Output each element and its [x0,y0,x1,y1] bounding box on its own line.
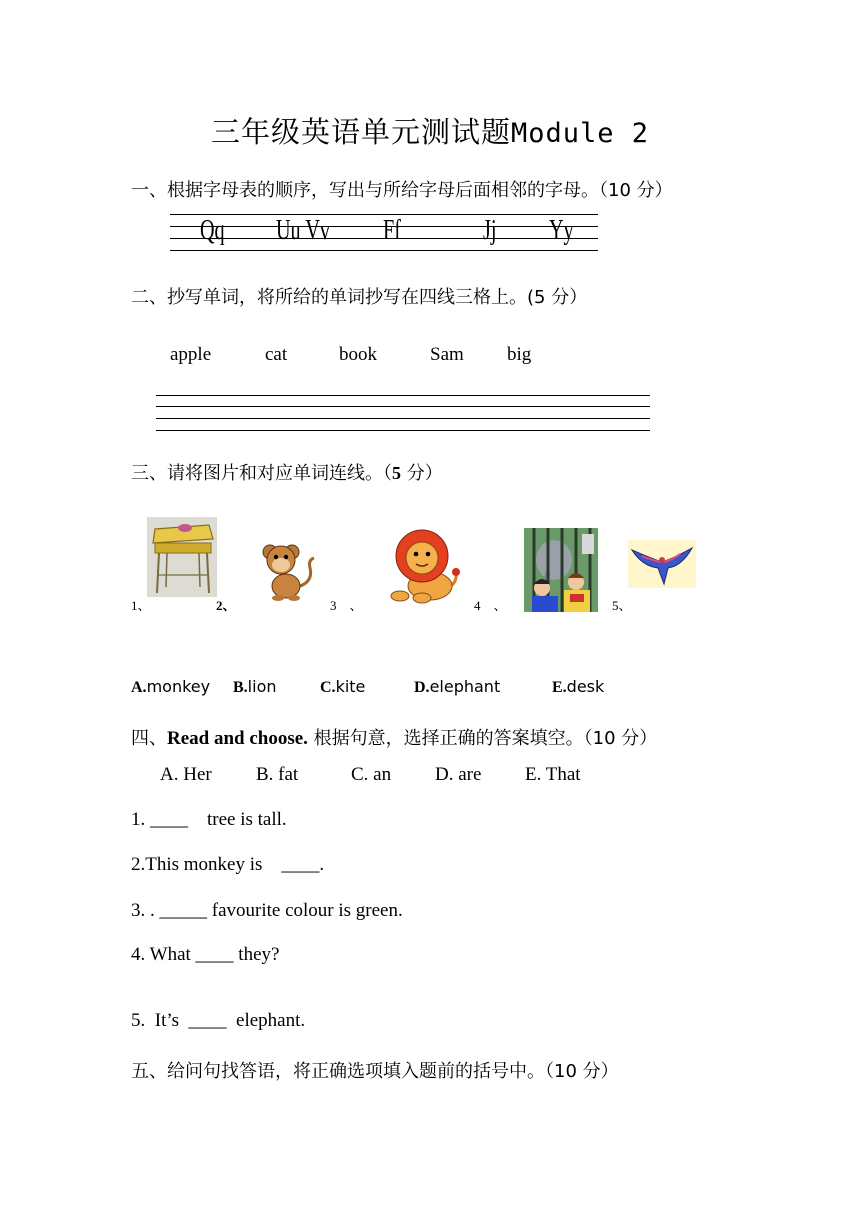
section2-word-list [0,344,860,370]
title-cn: 三年级英语单元测试题 [210,115,511,149]
section1-heading: 一、根据字母表的顺序，写出与所给字母后面相邻的字母。（10 分） [131,180,673,201]
choice-e: E. That [525,764,581,785]
word-apple: apple [170,344,212,365]
option-c-word: kite [335,677,366,696]
option-d-word: elephant [429,677,501,696]
elephant-zoo-picture [524,528,598,612]
choice-a: A. Her [160,764,212,785]
option-a-word: monkey [146,677,211,696]
option-d [414,677,500,697]
option-a-letter: A. [131,679,147,696]
title-en: Module 2 [510,118,650,149]
picture-number-2: 2、 [216,598,236,613]
word-big: big [507,344,532,365]
section1-letter-3: Ff [383,215,401,246]
section2-writing-grid [156,395,650,433]
section1-letter-1: Qq [200,215,225,246]
section3-heading [131,459,443,485]
section4-heading-prefix: 四、 [131,728,167,749]
question-1: 1. ____ tree is tall. [131,809,287,830]
kite-picture [628,540,696,588]
section2-heading: 二、抄写单词，将所给的单词抄写在四线三格上。(5 分） [131,287,588,308]
choice-d: D. are [435,764,482,785]
choice-c: C. an [351,764,392,785]
monkey-picture [248,538,320,602]
picture-number-5: 5、 [612,598,632,613]
section4-heading [131,724,657,750]
option-d-letter: D. [414,679,430,696]
option-c [320,677,365,697]
section3-heading-end: 分） [401,463,443,484]
section1-letter-2: Uu Vv [276,215,330,246]
section3-heading-score: 5 [392,463,401,483]
option-e-word: desk [566,677,605,696]
question-4: 4. What ____ they? [131,944,280,965]
section3-heading-cn: 三、请将图片和对应单词连线。（ [131,463,392,484]
page-title [0,110,860,151]
picture-number-1: 1、 [131,598,151,613]
section4-heading-en: Read and choose. [167,728,308,749]
picture-number-3: 3 、 [330,598,363,613]
desk-picture [147,517,217,597]
option-e [552,677,604,697]
section4-choices [0,764,860,790]
word-book: book [339,344,377,365]
question-2: 2.This monkey is ____. [131,854,325,875]
word-sam: Sam [430,344,464,365]
question-5: 5. It’s ____ elephant. [131,1010,306,1031]
choice-b: B. fat [256,764,299,785]
section5-heading: 五、给问句找答语，将正确选项填入题前的括号中。（10 分） [131,1061,619,1082]
section4-heading-cn: 根据句意，选择正确的答案填空。（10 分） [307,728,658,749]
section1-letter-5: Yy [549,215,574,246]
option-b-word: lion [247,677,277,696]
option-c-letter: C. [320,679,336,696]
question-3: 3. . _____ favourite colour is green. [131,900,403,921]
option-a [131,677,210,697]
lion-picture [380,528,462,604]
option-e-letter: E. [552,679,567,696]
option-b [233,677,277,697]
option-b-letter: B. [233,679,248,696]
picture-number-4: 4 、 [474,598,507,613]
section1-letter-4: Jj [483,215,497,246]
word-cat: cat [265,344,288,365]
